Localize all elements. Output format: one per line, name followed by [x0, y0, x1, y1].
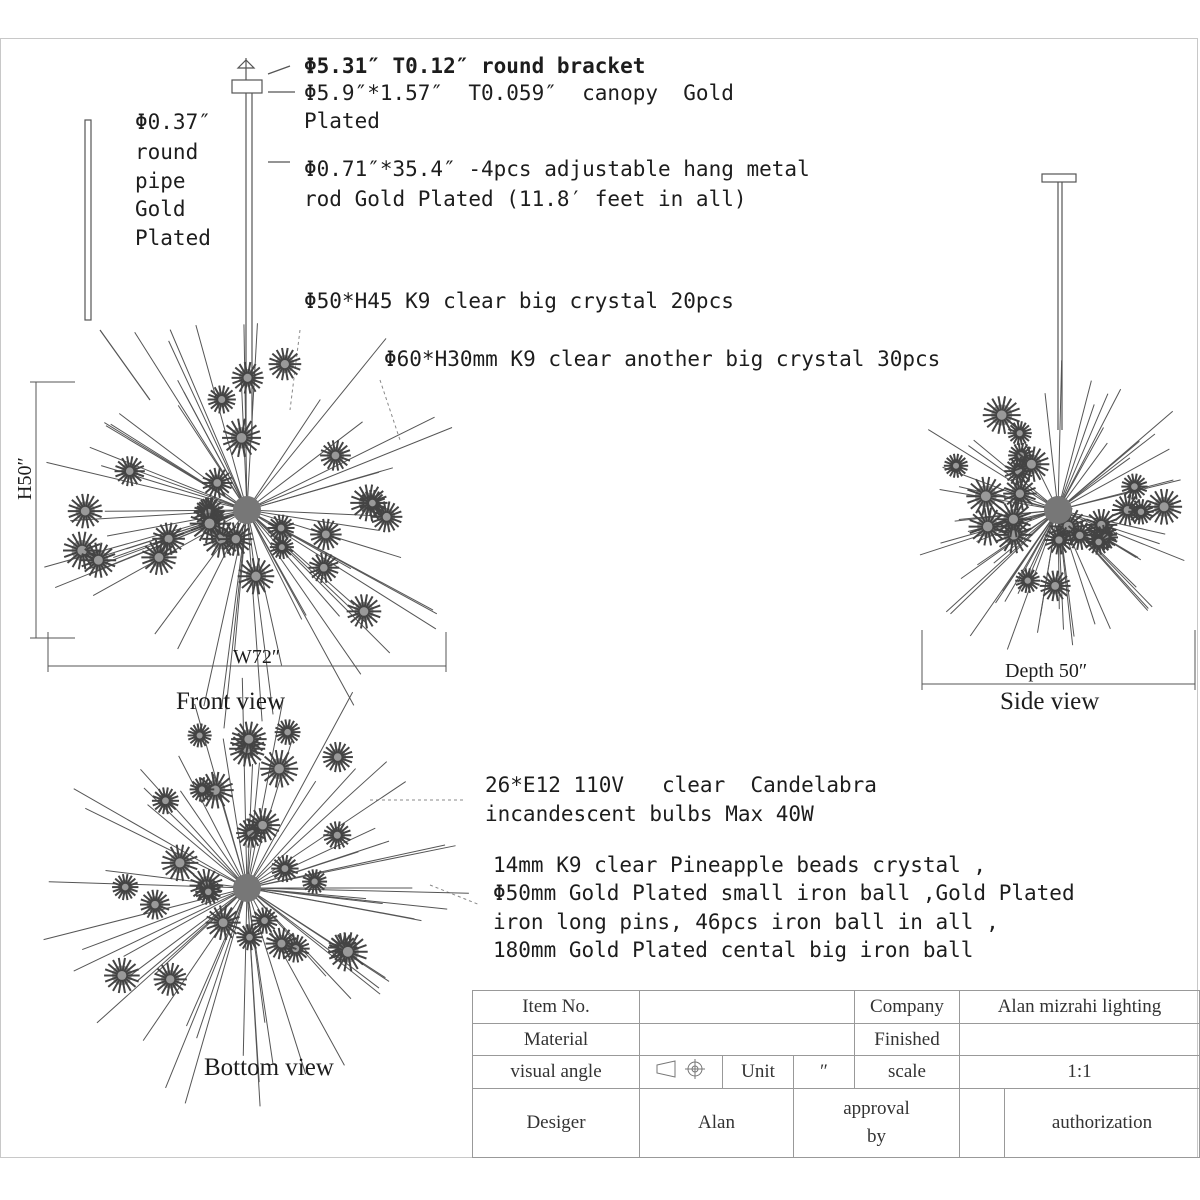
- pipe-note-line3: pipe: [135, 169, 186, 193]
- beads-note-line3: iron long pins, 46pcs iron ball in all ,: [493, 910, 999, 934]
- crystal-cluster: [104, 958, 140, 993]
- item-no-label: Item No.: [473, 991, 640, 1024]
- crystal-cluster: [190, 777, 215, 801]
- beads-note-line4: 180mm Gold Plated cental big iron ball: [493, 938, 974, 962]
- crystal-cluster: [208, 386, 236, 414]
- crystal-cluster: [112, 874, 138, 900]
- crystal-cluster: [1008, 421, 1032, 445]
- crystal-cluster: [269, 348, 302, 380]
- approval-label-line1: approval: [843, 1098, 910, 1119]
- bottom-view-chandelier: [44, 678, 469, 1106]
- crystal-big-note: Φ50*H45 K9 clear big crystal 20pcs: [304, 289, 734, 313]
- leader-lines: [290, 330, 480, 905]
- designer-value: Alan: [640, 1089, 794, 1158]
- crystal-cluster: [944, 454, 968, 478]
- pipe-note-line2: round: [135, 140, 199, 164]
- crystal-cluster: [68, 494, 103, 528]
- width-dimension: W72″: [233, 646, 281, 668]
- crystal-cluster: [238, 558, 275, 594]
- crystal-cluster: [1146, 489, 1182, 524]
- company-value: Alan mizrahi lighting: [960, 991, 1200, 1024]
- center-ball: [233, 496, 261, 524]
- crystal-cluster: [188, 724, 212, 748]
- company-label: Company: [855, 991, 960, 1024]
- finished-label: Finished: [855, 1024, 960, 1056]
- unit-label: Unit: [723, 1056, 794, 1089]
- projection-symbol-icon: [651, 1057, 711, 1081]
- beads-note-line1: 14mm K9 clear Pineapple beads crystal ,: [493, 853, 987, 877]
- approval-label: [794, 1089, 960, 1158]
- finished-value: [960, 1024, 1200, 1056]
- designer-label: Desiger: [473, 1089, 640, 1158]
- side-hanging-hardware: [1042, 174, 1076, 430]
- approval-value: [960, 1089, 1005, 1158]
- height-dimension: H50″: [14, 457, 36, 500]
- crystal-cluster: [115, 456, 145, 486]
- center-ball: [233, 874, 261, 902]
- side-view-caption: Side view: [1000, 688, 1100, 715]
- canopy-note-line1: Φ5.9″*1.57″ T0.059″ canopy Gold: [304, 81, 734, 105]
- front-view-caption: Front view: [176, 688, 286, 715]
- pipe-note-line5: Plated: [135, 226, 211, 250]
- crystal-cluster: [152, 787, 179, 814]
- depth-dimension: Depth 50″: [1005, 660, 1088, 682]
- bracket-note: Φ5.31″ T0.12″ round bracket: [304, 54, 646, 78]
- scale-label: scale: [855, 1056, 960, 1089]
- pipe-note-line1: Φ0.37″: [135, 110, 211, 134]
- material-label: Material: [473, 1024, 640, 1056]
- crystal-another-note: Φ60*H30mm K9 clear another big crystal 30pcs: [384, 347, 941, 371]
- crystal-cluster: [140, 890, 170, 920]
- bottom-view-caption: Bottom view: [204, 1054, 334, 1081]
- bulbs-note-line1: 26*E12 110V clear Candelabra: [485, 773, 877, 797]
- approval-label-line2: by: [867, 1126, 886, 1147]
- crystal-cluster: [1015, 568, 1040, 593]
- center-ball: [1044, 496, 1072, 524]
- crystal-cluster: [232, 362, 264, 394]
- unit-value: ″: [794, 1056, 855, 1089]
- item-no-value: [640, 991, 855, 1024]
- canopy-note-line2: Plated: [304, 109, 380, 133]
- projection-symbol: [640, 1056, 723, 1089]
- scale-value: 1:1: [960, 1056, 1200, 1089]
- crystal-cluster: [347, 594, 382, 628]
- rod-note-line2: rod Gold Plated (11.8′ feet in all): [304, 187, 747, 211]
- pipe-note-line4: Gold: [135, 197, 186, 221]
- authorization-label: authorization: [1005, 1089, 1200, 1158]
- bulbs-note-line2: incandescent bulbs Max 40W: [485, 802, 814, 826]
- title-block-table: [472, 990, 1200, 1158]
- crystal-cluster: [270, 535, 294, 559]
- side-view-chandelier: [920, 360, 1184, 649]
- material-value: [640, 1024, 855, 1056]
- crystal-cluster: [161, 845, 198, 881]
- visual-angle-label: visual angle: [473, 1056, 640, 1089]
- crystal-cluster: [322, 742, 352, 772]
- crystal-cluster: [222, 419, 261, 457]
- crystal-cluster: [323, 821, 351, 849]
- title-block: [472, 990, 1200, 1158]
- rod-note-line1: Φ0.71″*35.4″ -4pcs adjustable hang metal: [304, 157, 810, 181]
- beads-note-line2: Φ50mm Gold Plated small iron ball ,Gold Plated: [493, 881, 1075, 905]
